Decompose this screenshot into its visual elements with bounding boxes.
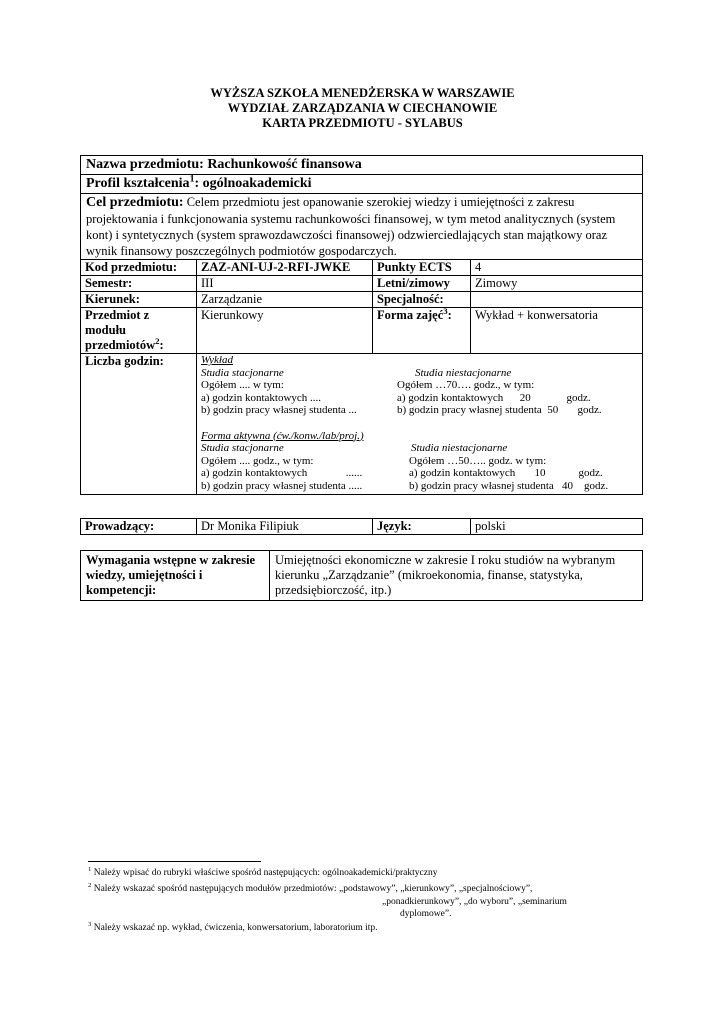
season-label: Letni/zimowy — [373, 276, 471, 291]
instructor-label: Prowadzący: — [81, 519, 197, 534]
footnote-2 — [88, 881, 533, 895]
instructor-row — [81, 519, 642, 534]
footnote-1 — [88, 865, 438, 879]
footnote-1-number: 1 — [88, 865, 92, 873]
goal-label: Cel przedmiotu: — [86, 195, 184, 210]
active-full-time-self: b) godzin pracy własnej studenta ..... — [201, 479, 363, 492]
specialty-label: Specjalność: — [373, 292, 471, 307]
lecture-part-time-contact: a) godzin kontaktowych 20 godz. — [397, 391, 591, 404]
footnote-1-text: Należy wpisać do rubryki właściwe spośród następujących: ogólnoakademicki/praktyczny — [93, 868, 438, 878]
profile-row — [81, 175, 642, 194]
semester-row — [81, 276, 642, 292]
semester-label: Semestr: — [81, 276, 197, 291]
document-title: KARTA PRZEDMIOTU - SYLABUS — [262, 116, 463, 130]
language-label: Język: — [373, 519, 471, 534]
active-form-title: Forma aktywna (ćw./konw./lab/proj.) — [201, 429, 364, 442]
full-time-title: Studia stacjonarne — [201, 366, 284, 379]
field-value: Zarządzanie — [197, 292, 373, 307]
footnote-2-text-a: Należy wskazać spośród następujących modułów przedmiotów: „podstawowy”, „kierunkowy”, „specjalnościowy”, — [93, 884, 533, 894]
lecture-full-time-total: Ogółem .... w tym: — [201, 379, 284, 391]
language-value: polski — [475, 519, 506, 533]
hours-row — [81, 354, 642, 494]
season-value: Zimowy — [475, 276, 518, 290]
school-name: WYŻSZA SZKOŁA MENEDŻERSKA W WARSZAWIE — [210, 86, 515, 100]
requirements-table — [80, 550, 643, 601]
ects-value: 4 — [475, 260, 482, 274]
module-value: Kierunkowy — [197, 308, 373, 353]
ects-label: Punkty ECTS — [373, 260, 471, 275]
part-time-title: Studia niestacjonarne — [415, 366, 512, 379]
module-label — [81, 308, 197, 353]
active-full-time-title: Studia stacjonarne — [201, 442, 284, 454]
course-name-label: Nazwa przedmiotu: — [86, 157, 204, 172]
course-name-value: Rachunkowość finansowa — [207, 157, 362, 172]
module-row — [81, 305, 642, 354]
field-row — [81, 292, 642, 308]
module-label-line1: Przedmiot z — [85, 308, 150, 322]
hours-details — [197, 354, 642, 494]
active-part-time-total: Ogółem …50….. godz. w tym: — [409, 454, 547, 467]
lecture-part-time-total: Ogółem …70…. godz., w tym: — [397, 379, 535, 391]
module-label-line3: przedmiotów — [85, 338, 156, 352]
active-part-time-contact: a) godzin kontaktowych 10 godz. — [409, 467, 603, 479]
semester-value: III — [197, 276, 373, 291]
lecture-full-time-contact: a) godzin kontaktowych .... — [201, 391, 322, 404]
active-full-time-total: Ogółem .... godz., w tym: — [201, 454, 314, 467]
profile-value: : ogólnoakademicki — [194, 176, 312, 191]
footnote-2-line-b: „ponadkierunkowy”, „do wyboru”, „seminarium — [382, 897, 567, 907]
code-value: ZAZ-ANI-UJ-2-RFI-JWKE — [197, 260, 373, 275]
profile-label: Profil kształcenia — [86, 176, 190, 191]
footnote-ref-3: 3 — [443, 305, 448, 316]
footnote-2-line-c: dyplomowe”. — [400, 909, 452, 919]
footnote-ref-2: 2 — [155, 335, 160, 346]
active-full-time-contact: a) godzin kontaktowych ...... — [201, 467, 363, 479]
footnote-3 — [88, 920, 378, 934]
requirements-value: Umiejętności ekonomiczne w zakresie I roku studiów na wybranym kierunku „Zarządzanie” (mikroekonomia, finanse, statystyka, przedsiębiorczość, itp.) — [275, 553, 616, 597]
instructor-value: Dr Monika Filipiuk — [197, 519, 373, 534]
document-header — [0, 86, 725, 131]
course-name-row — [81, 156, 642, 175]
active-part-time-self: b) godzin pracy własnej studenta 40 godz. — [409, 479, 609, 492]
lecture-full-time-self: b) godzin pracy własnej studenta ... — [201, 404, 357, 416]
module-label-line2: modułu — [85, 323, 126, 337]
field-label: Kierunek: — [81, 292, 197, 307]
specialty-value — [471, 292, 642, 307]
footnote-ref-1: 1 — [189, 173, 195, 185]
class-form-label-text: Forma zajęć — [377, 308, 444, 322]
goal-row — [81, 194, 642, 260]
instructor-table — [80, 518, 643, 535]
lecture-part-time-self: b) godzin pracy własnej studenta 50 godz. — [397, 404, 602, 416]
module-label-colon: : — [159, 338, 164, 352]
class-form-colon: : — [447, 308, 452, 322]
class-form-label — [373, 305, 471, 353]
class-form-value: Wykład + konwersatoria — [475, 308, 598, 322]
course-info-table — [80, 155, 643, 495]
footnote-separator — [88, 861, 261, 862]
requirements-label: Wymagania wstępne w zakresie wiedzy, umiejętności i kompetencji: — [81, 551, 270, 600]
code-row — [81, 260, 642, 276]
code-label: Kod przedmiotu: — [81, 260, 197, 275]
requirements-row — [81, 551, 642, 600]
goal-value: Celem przedmiotu jest opanowanie szerokiej wiedzy i umiejętności z zakresu projektowania i funkcjonowania systemu rachunkowości finansowej, w tym metod analitycznych (system kont) i syntetycznych (system sprawozdawczości finansowej) odzwierciedlających stan majątkowy oraz wynik finansowy poszczególnych podmiotów gospodarczych. — [86, 195, 616, 258]
footnote-3-text: Należy wskazać np. wykład, ćwiczenia, konwersatorium, laboratorium itp. — [93, 923, 378, 933]
lecture-title: Wykład — [201, 354, 233, 366]
faculty-name: WYDZIAŁ ZARZĄDZANIA W CIECHANOWIE — [227, 101, 498, 115]
hours-label: Liczba godzin: — [81, 354, 197, 494]
active-part-time-title: Studia niestacjonarne — [411, 442, 508, 454]
footnote-2-number: 2 — [88, 881, 92, 889]
footnote-3-number: 3 — [88, 920, 92, 928]
